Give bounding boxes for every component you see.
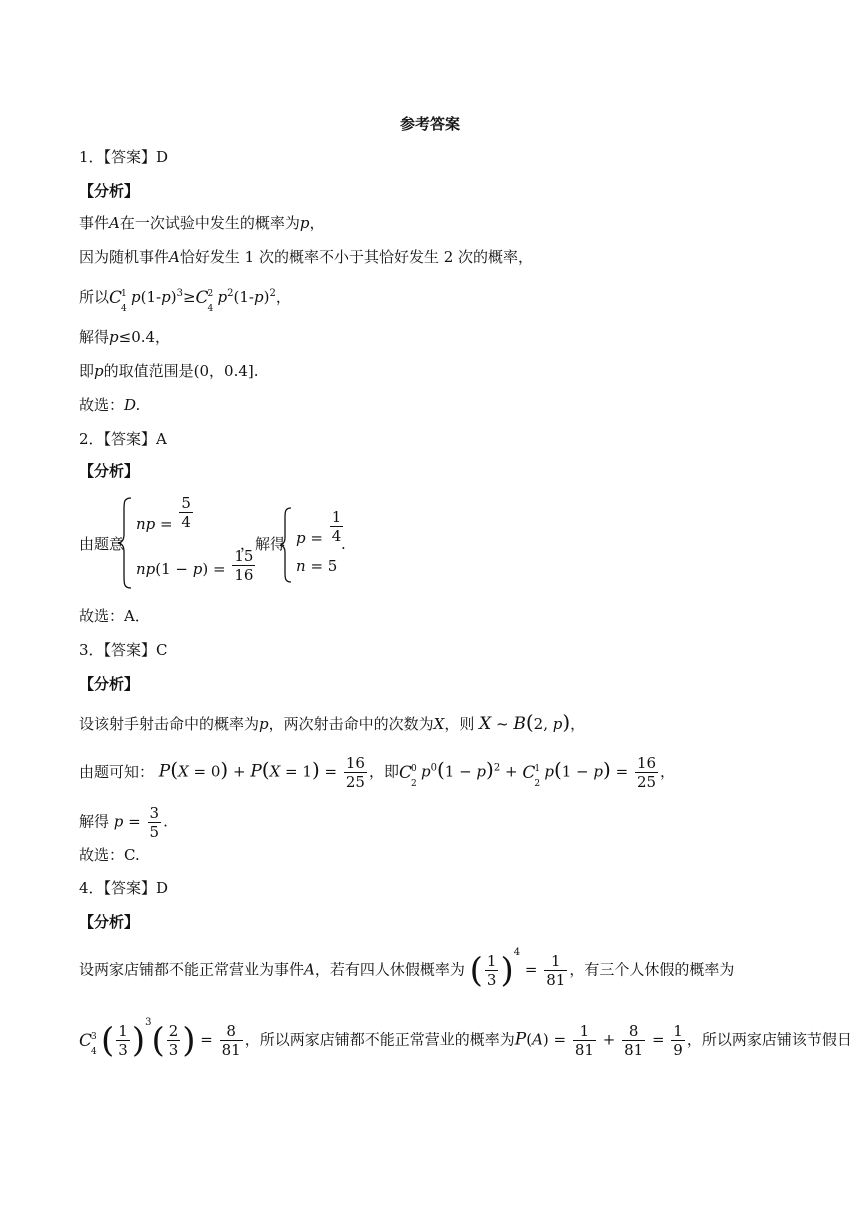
q1-final: 故选：D. [79,396,141,414]
q3-line1: 设该射手射击命中的概率为p，两次射击命中的次数为X，则 X ~ B(2, p)， [79,710,586,734]
q2-eq1: np = $\frac{5}{4}$ [136,494,191,533]
q3-final: 故选：C. [79,846,140,864]
q4-line2: C 3 4 ( $\frac{1}{3}$ )$^3$( $\frac{2}{3}$ ) = $\frac{8}{81}$ ，所以两家店铺都不能正常营业的概率为P(A) = $\frac{1}{81}$ + $\frac{8}{81}$ = $\frac{1}{9}$ ，所以两家店铺该节假日 [79,1016,852,1061]
q2-solve-label: ，解得 [240,535,286,553]
q2-answer: 2．【答案】A [79,430,167,448]
page-title: 参考答案 [399,115,460,133]
q1-line1: 事件A在一次试验中发生的概率为p， [79,214,325,232]
q3-line2: 由题可知： P(X = 0) + P(X = 1) = $\frac{16}{25}$ ，即 C 0 2 $p^0(1 - p)^2$ + C 1 2 p(1 − p) = $\frac{16}{25}$ ， [79,754,676,791]
q3-answer: 3．【答案】C [79,641,168,659]
q4-line1: 设两家店铺都不能正常营业为事件A，若有四人休假概率为 ( $\frac{1}{3}$ )$^4$ = $\frac{1}{81}$ ，有三个人休假的概率为 [79,946,735,991]
q2-analysis-label: 【分析】 [79,462,140,480]
q1-range: 即p的取值范围是(0，0.4]. [79,362,259,380]
q2-final: 故选：A． [79,607,150,625]
q4-analysis-label: 【分析】 [79,913,140,931]
q1-analysis-label: 【分析】 [79,182,140,200]
q2-sol1: p = $\frac{1}{4}$ [296,508,342,547]
q4-answer: 4．【答案】D [79,879,169,897]
q1-answer: 1．【答案】D [79,148,169,166]
q2-eq2: np(1 − p) = $\frac{15}{16}$ [136,547,254,584]
q3-analysis-label: 【分析】 [79,675,140,693]
q2-sol2: n = 5 [296,557,338,575]
q2-left-brace-2 [280,506,294,584]
q2-from-label: 由题意 [79,535,125,553]
q1-inequality: 所以 C 1 4 $p(1-p)^3\ge$ C 2 4 $p^2(1-p)^2$， [79,288,291,314]
q2-left-brace-1 [118,496,134,590]
q1-solve: 解得p≤0.4， [79,328,171,346]
q1-line2: 因为随机事件A恰好发生 1 次的概率不小于其恰好发生 2 次的概率， [79,248,534,266]
q2-dot: . [341,535,346,553]
q3-line3: 解得 p = $\frac{3}{5}$ . [79,804,168,841]
